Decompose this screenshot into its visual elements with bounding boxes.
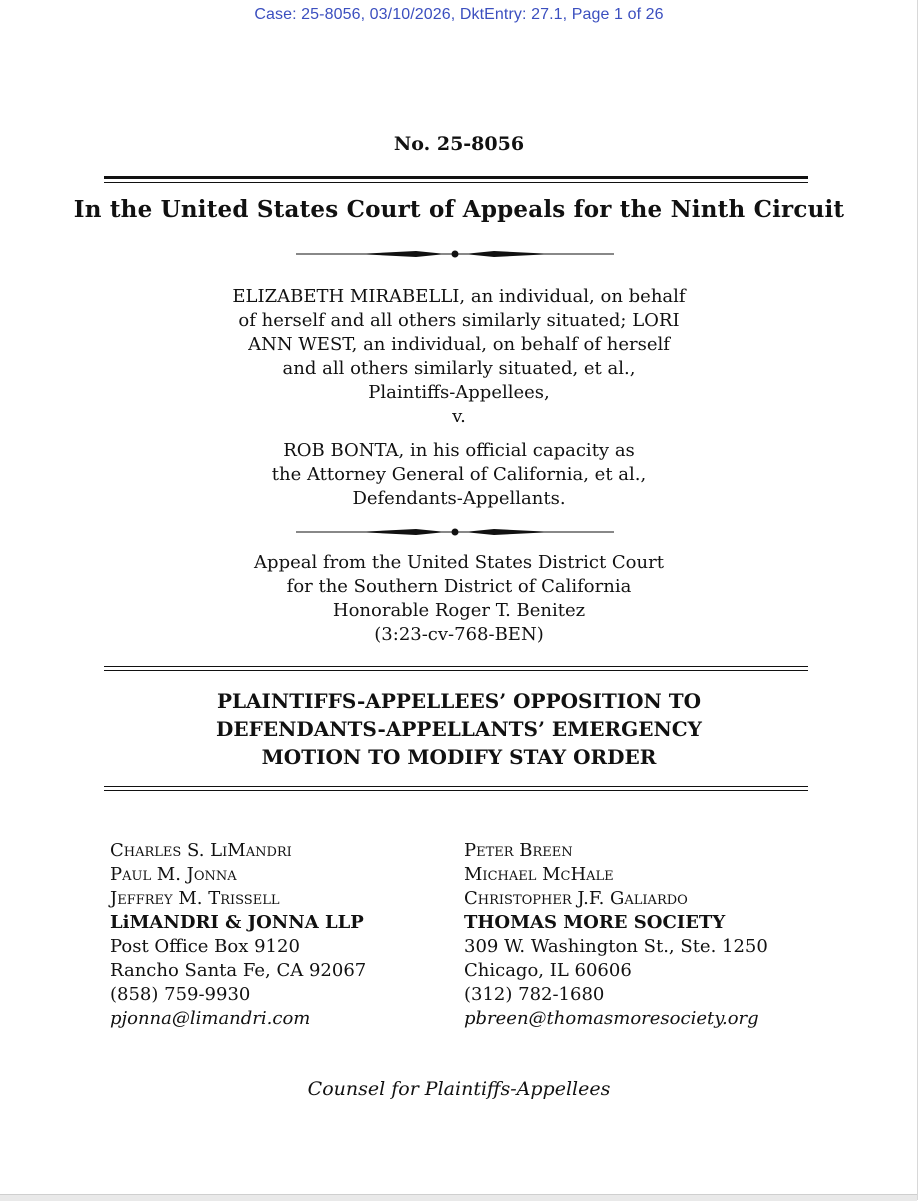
ornament-divider (296, 249, 614, 259)
attorney-name: Michael McHale (464, 864, 614, 885)
email: pjonna@limandri.com (110, 1008, 311, 1029)
address-line: Post Office Box 9120 (110, 936, 300, 957)
ornament-divider (296, 527, 614, 537)
court-name: In the United States Court of Appeals for the Ninth Circuit (73, 196, 845, 223)
attorney-name: Charles S. LiMandri (110, 840, 292, 861)
appeal-line: Honorable Roger T. Benitez (332, 600, 586, 621)
firm-name: THOMAS MORE SOCIETY (464, 912, 726, 933)
phone: (858) 759-9930 (110, 984, 251, 1005)
plaintiffs-line: ANN WEST, an individual, on behalf of herself (248, 334, 670, 355)
firm-name: LiMANDRI & JONNA LLP (110, 912, 364, 933)
plaintiffs-line: of herself and all others similarly situated; LORI (238, 310, 680, 331)
title-line: PLAINTIFFS-APPELLEES’ OPPOSITION TO (216, 689, 702, 713)
counsel-label: Counsel for Plaintiffs-Appellees (307, 1078, 611, 1100)
attorney-name: Paul M. Jonna (110, 864, 237, 885)
title-rule-bottom-2 (104, 790, 808, 791)
title-rule-top (104, 666, 808, 667)
address-line: Rancho Santa Fe, CA 92067 (110, 960, 367, 981)
address-line: Chicago, IL 60606 (464, 960, 632, 981)
title-line: MOTION TO MODIFY STAY ORDER (261, 745, 657, 769)
counsel-left (110, 839, 366, 1031)
appeal-from-block (0, 551, 918, 647)
address-line: 309 W. Washington St., Ste. 1250 (464, 936, 768, 957)
phone: (312) 782-1680 (464, 984, 605, 1005)
defendants-block (0, 439, 918, 511)
attorney-name: Jeffrey M. Trissell (110, 888, 280, 909)
email: pbreen@thomasmoresociety.org (464, 1008, 759, 1029)
plaintiffs-block (0, 285, 918, 429)
plaintiffs-line: ELIZABETH MIRABELLI, an individual, on behalf (232, 286, 686, 307)
appeal-line: (3:23-cv-768-BEN) (374, 624, 544, 645)
versus: v. (452, 406, 466, 427)
defendants-line: ROB BONTA, in his official capacity as (283, 440, 635, 461)
appeal-line: Appeal from the United States District Court (254, 552, 664, 573)
attorney-name: Christopher J.F. Galiardo (464, 888, 688, 909)
title-rule-top-2 (104, 670, 808, 671)
court-rule-top-thick (104, 176, 808, 179)
title-rule-bottom (104, 786, 808, 787)
defendants-role: Defendants-Appellants. (352, 488, 566, 509)
appeal-line: for the Southern District of California (286, 576, 632, 597)
plaintiffs-line: and all others similarly situated, et al., (282, 358, 636, 379)
counsel-right (464, 839, 768, 1031)
docket-number: No. 25-8056 (393, 133, 525, 155)
document-title (0, 687, 918, 771)
plaintiffs-role: Plaintiffs-Appellees, (368, 382, 550, 403)
defendants-line: the Attorney General of California, et al., (271, 464, 647, 485)
court-rule-top-thin (104, 182, 808, 183)
title-line: DEFENDANTS-APPELLANTS’ EMERGENCY (216, 717, 702, 741)
attorney-name: Peter Breen (464, 840, 573, 861)
case-header-stamp: Case: 25-8056, 03/10/2026, DktEntry: 27.1, Page 1 of 26 (254, 6, 664, 23)
